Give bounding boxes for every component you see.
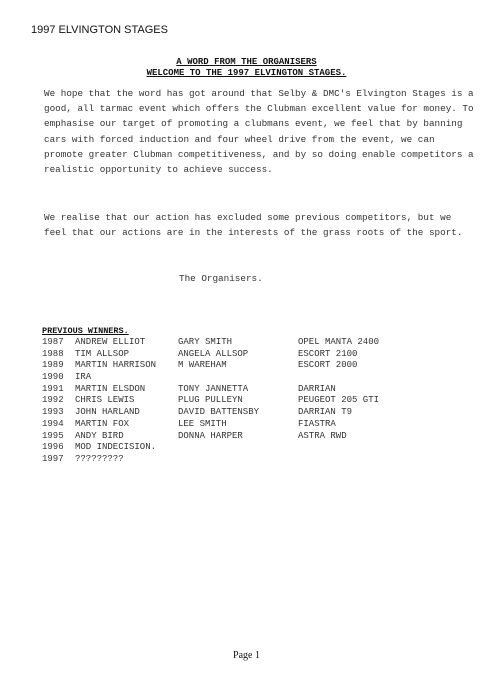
winner-navigator: PLUG PULLEYN [178,395,243,406]
winner-year: 1996 [42,442,64,453]
winner-car: FIASTRA [298,418,336,429]
winner-navigator: DONNA HARPER [178,430,243,441]
winner-navigator: DAVID BATTENSBY [178,407,260,418]
winner-car: PEUGEOT 205 GTI [298,395,380,406]
winner-driver: MARTIN FOX [75,418,130,429]
winner-driver: ????????? [75,453,124,464]
winner-year: 1987 [42,337,64,347]
winner-driver: MARTIN HARRISON [75,360,157,371]
winner-car: DARRIAN T9 [298,407,353,418]
winner-year: 1997 [42,453,64,464]
letter-subheading: WELCOME TO THE 1997 ELVINGTON STAGES. [146,68,347,78]
winner-navigator: TONY JANNETTA [178,383,249,394]
winner-year: 1989 [42,360,64,371]
winner-car: DARRIAN [298,383,336,394]
winner-driver: IRA [75,372,92,383]
winner-year: 1990 [42,372,64,383]
page-number: Page 1 [233,650,260,661]
winner-driver: ANDY BIRD [75,430,124,441]
winner-driver: JOHN HARLAND [75,407,140,418]
winner-driver: CHRIS LEWIS [75,395,135,406]
winner-driver: TIM ALLSOP [75,348,130,359]
winner-year: 1995 [42,430,64,441]
winner-year: 1992 [42,395,64,406]
intro-paragraph: We hope that the word has got around that Selby & DMC's Elvington Stages is a good, all tarmac event which offers the Clubman excellent value for money. To emphasise our target of promoting a clubmans event, we feel that by banning cars with forced induction and four wheel drive from the event, we can promote greater Clubman competitiveness, and by so doing enable competitors a realistic opportunity to achieve success. [44,88,474,176]
winner-navigator: ANGELA ALLSOP [178,348,249,359]
winners-heading: PREVIOUS WINNERS. [42,326,129,336]
winner-car: ESCORT 2100 [298,348,358,359]
winner-year: 1991 [42,383,64,394]
winner-navigator: M WAREHAM [178,360,227,371]
winner-car: ESCORT 2000 [298,360,358,371]
winner-year: 1988 [42,348,64,359]
winner-year: 1994 [42,418,64,429]
policy-paragraph: We realise that our action has excluded some previous competitors, but we feel that our actions are in the interests of the grass roots of the sport. [44,212,463,239]
winner-year: 1993 [42,407,64,418]
winner-car: ASTRA RWD [298,430,347,441]
winner-driver: MARTIN ELSDON [75,383,146,394]
winner-driver: ANDREW ELLIOT [75,337,146,347]
winner-driver: MOD INDECISION. [75,442,157,453]
winner-car: OPEL MANTA 2400 [298,337,380,347]
page-header-title: 1997 ELVINGTON STAGES [31,24,168,36]
winner-navigator: LEE SMITH [178,418,227,429]
letter-heading: A WORD FROM THE ORGANISERS [176,57,317,67]
signature: The Organisers. [179,273,263,284]
winner-navigator: GARY SMITH [178,337,233,347]
